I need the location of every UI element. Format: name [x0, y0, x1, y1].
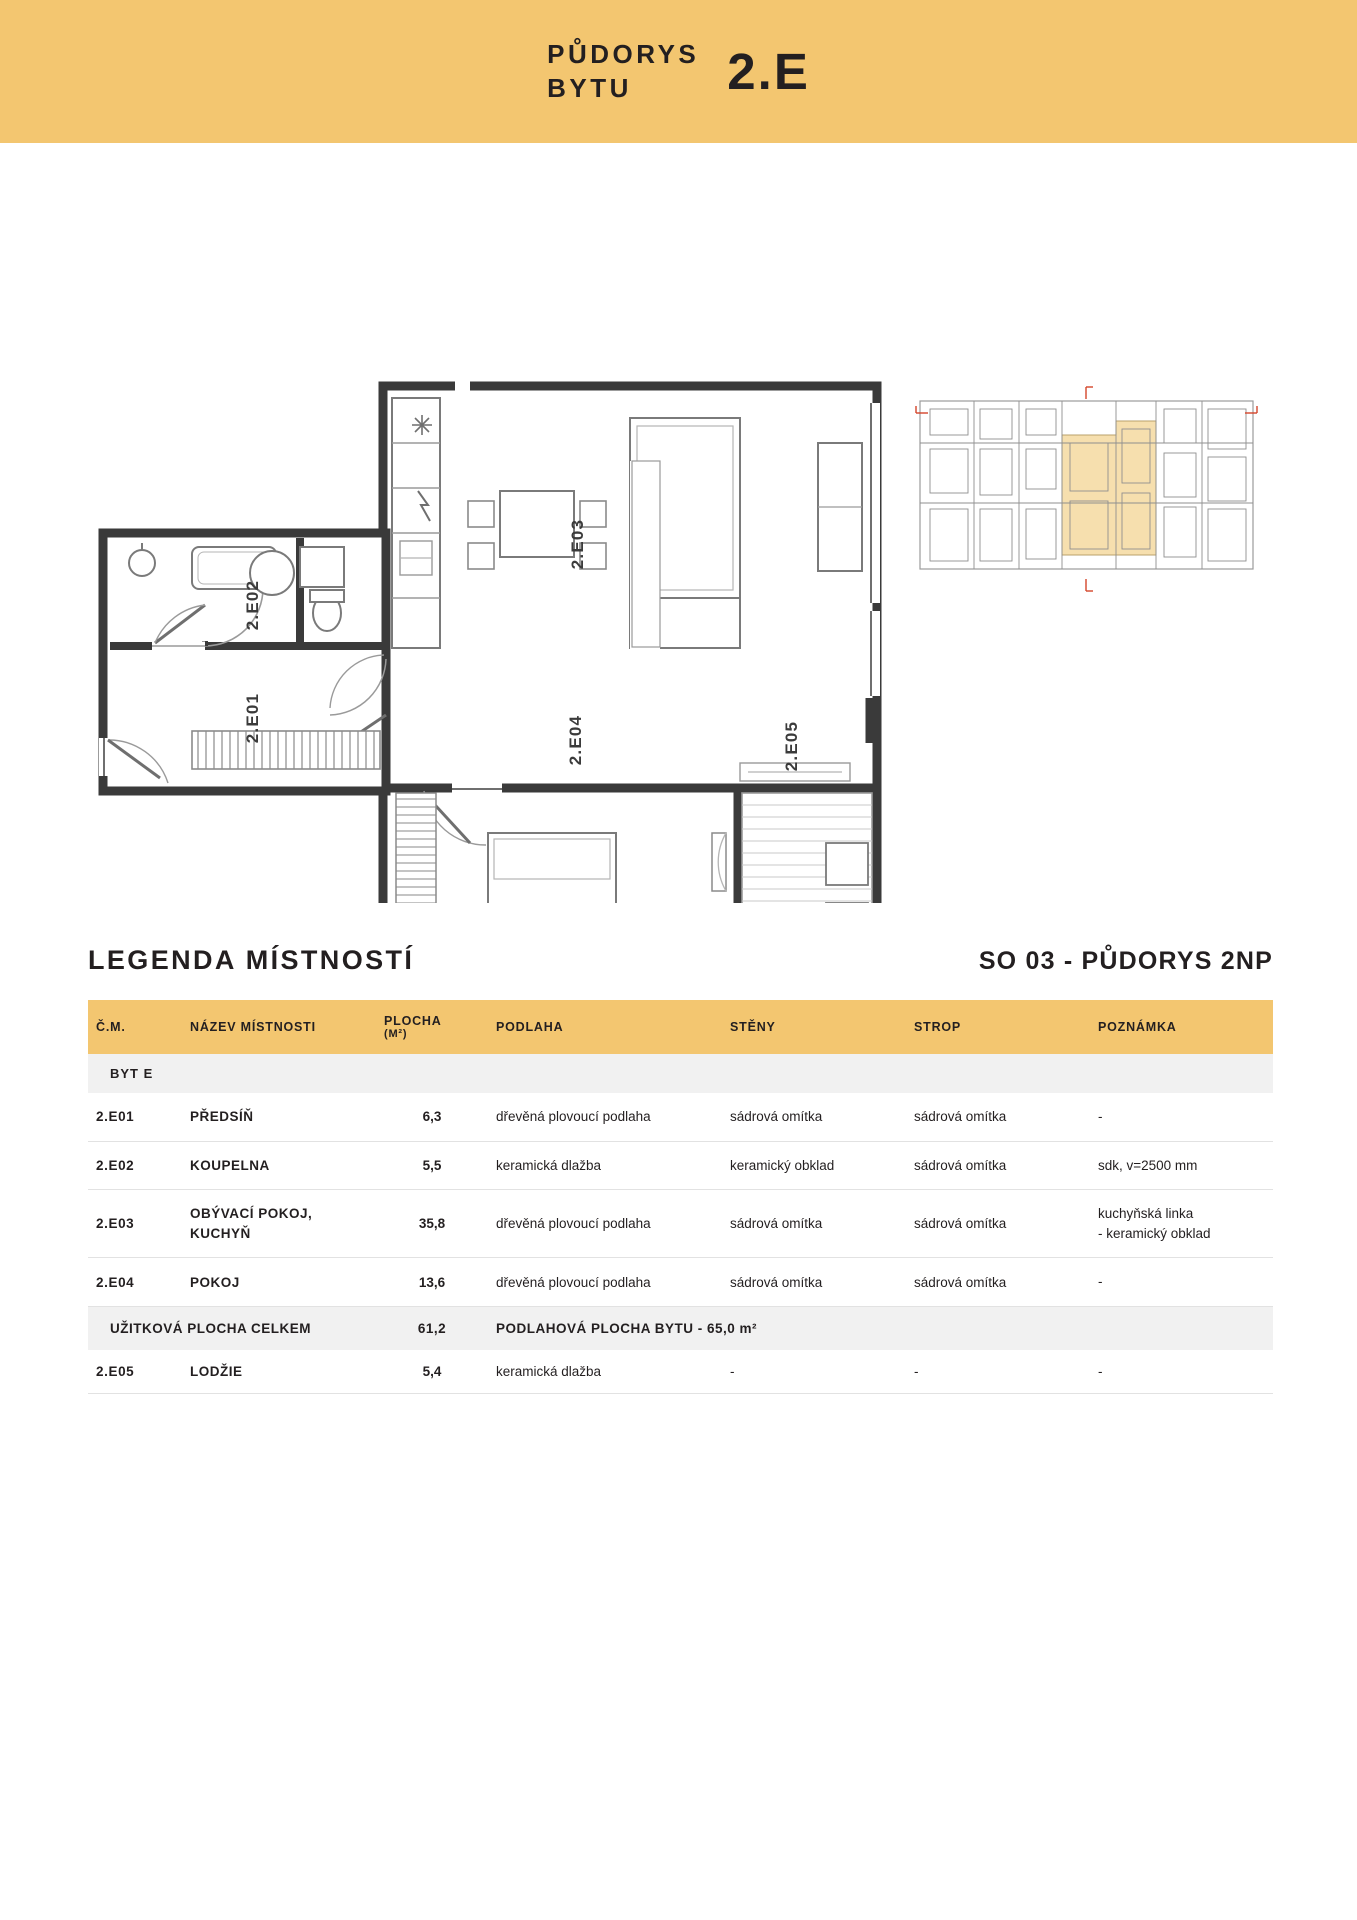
table-group-row — [88, 1054, 1273, 1093]
header-kicker — [547, 38, 699, 105]
table-row — [88, 1093, 1273, 1141]
key-plan-thumbnail — [914, 383, 1259, 596]
row-floor: dřevěná plovoucí podlaha — [488, 1190, 722, 1258]
total-area: 61,2 — [376, 1306, 488, 1350]
row-floor: dřevěná plovoucí podlaha — [488, 1258, 722, 1307]
table-row — [88, 1141, 1273, 1190]
legend-subtitle: SO 03 - PŮDORYS 2NP — [978, 947, 1273, 975]
row-number: 2.E05 — [88, 1350, 182, 1394]
header-kicker-line1: PŮDORYS — [547, 39, 700, 70]
row-name: PŘEDSÍŇ — [182, 1093, 376, 1141]
row-note-line1: kuchyňská linka — [1098, 1206, 1194, 1222]
row-area: 35,8 — [376, 1190, 488, 1258]
row-name-line2: KUCHYŇ — [190, 1225, 251, 1241]
header-content — [0, 0, 1357, 143]
row-walls: sádrová omítka — [722, 1093, 906, 1141]
header-band — [0, 0, 1357, 143]
room-label-2E05: 2.E05 — [782, 720, 802, 772]
col-floor: PODLAHA — [488, 1000, 722, 1054]
row-name: LODŽIE — [182, 1350, 376, 1394]
apartment-code: 2.E — [727, 43, 810, 100]
room-label-2E04: 2.E04 — [566, 714, 586, 766]
col-note: POZNÁMKA — [1090, 1000, 1273, 1054]
row-area: 6,3 — [376, 1093, 488, 1141]
col-area-unit: (M²) — [384, 1028, 408, 1040]
room-label-2E02: 2.E02 — [243, 579, 263, 631]
row-note — [1090, 1190, 1273, 1258]
row-name-line1: OBÝVACÍ POKOJ, — [190, 1206, 313, 1222]
total-note: PODLAHOVÁ PLOCHA BYTU - 65,0 m² — [488, 1306, 1273, 1350]
table-row — [88, 1190, 1273, 1258]
table-row — [88, 1350, 1273, 1394]
row-name: POKOJ — [182, 1258, 376, 1307]
row-ceiling: sádrová omítka — [906, 1258, 1090, 1307]
row-area: 13,6 — [376, 1258, 488, 1307]
row-ceiling: sádrová omítka — [906, 1190, 1090, 1258]
row-name — [182, 1190, 376, 1258]
header-kicker-line2: BYTU — [547, 72, 632, 103]
row-ceiling: sádrová omítka — [906, 1141, 1090, 1190]
row-note — [1090, 1258, 1273, 1307]
row-number: 2.E04 — [88, 1258, 182, 1307]
row-note-line1: sdk, v=2500 mm — [1098, 1157, 1198, 1173]
col-walls: STĚNY — [722, 1000, 906, 1054]
floor-plan — [0, 143, 1357, 903]
row-walls: sádrová omítka — [722, 1258, 906, 1307]
total-label: UŽITKOVÁ PLOCHA CELKEM — [88, 1306, 376, 1350]
row-name: KOUPELNA — [182, 1141, 376, 1190]
row-number: 2.E02 — [88, 1141, 182, 1190]
key-plan-highlight — [1062, 421, 1156, 555]
legend-title: LEGENDA MÍSTNOSTÍ — [88, 945, 415, 975]
row-area: 5,4 — [376, 1350, 488, 1394]
group-label: BYT E — [88, 1054, 1273, 1093]
room-label-2E01: 2.E01 — [243, 692, 263, 744]
table-row — [88, 1258, 1273, 1307]
col-area — [376, 1000, 488, 1054]
row-walls: sádrová omítka — [722, 1190, 906, 1258]
row-note-line2: - keramický obklad — [1098, 1225, 1211, 1241]
row-area: 5,5 — [376, 1141, 488, 1190]
row-note — [1090, 1093, 1273, 1141]
row-note-line1: - — [1098, 1274, 1103, 1290]
col-ceiling: STROP — [906, 1000, 1090, 1054]
row-number: 2.E01 — [88, 1093, 182, 1141]
room-label-2E03: 2.E03 — [568, 518, 588, 570]
row-note: - — [1090, 1350, 1273, 1394]
room-legend-table — [88, 1000, 1273, 1394]
col-area-label: PLOCHA — [384, 1014, 442, 1028]
row-walls: - — [722, 1350, 906, 1394]
row-floor: dřevěná plovoucí podlaha — [488, 1093, 722, 1141]
row-note — [1090, 1141, 1273, 1190]
row-walls: keramický obklad — [722, 1141, 906, 1190]
table-header-row — [88, 1000, 1273, 1054]
col-name: NÁZEV MÍSTNOSTI — [182, 1000, 376, 1054]
row-number: 2.E03 — [88, 1190, 182, 1258]
row-ceiling: sádrová omítka — [906, 1093, 1090, 1141]
col-number: Č.M. — [88, 1000, 182, 1054]
row-note-line1: - — [1098, 1109, 1103, 1124]
row-floor: keramická dlažba — [488, 1141, 722, 1190]
row-ceiling: - — [906, 1350, 1090, 1394]
row-floor: keramická dlažba — [488, 1350, 722, 1394]
table-total-row — [88, 1306, 1273, 1350]
legend-header — [88, 945, 1273, 976]
